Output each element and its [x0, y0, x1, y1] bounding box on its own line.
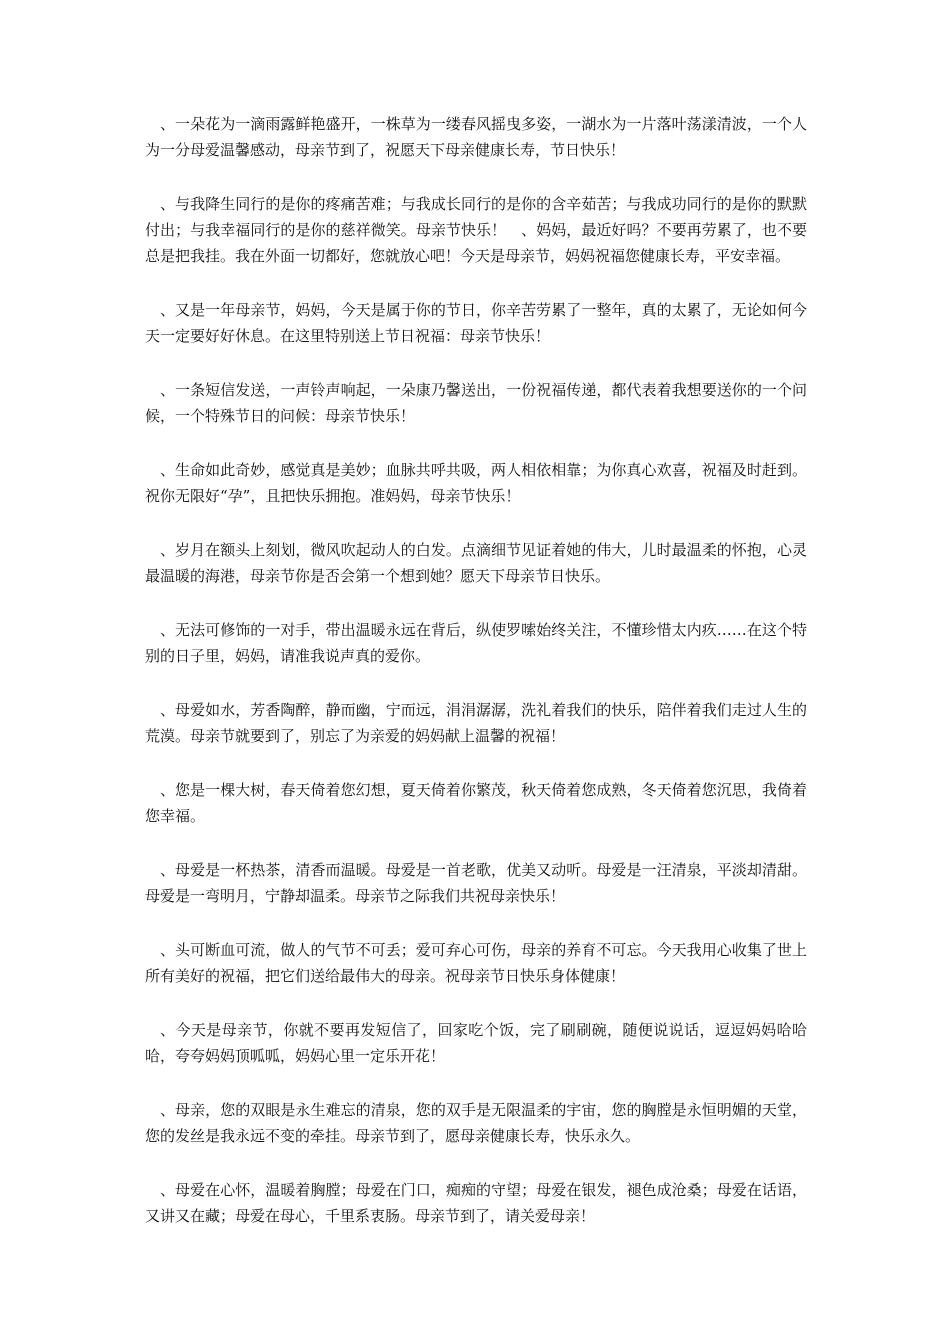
- paragraph: 、生命如此奇妙，感觉真是美妙；血脉共呼共吸，两人相依相靠；为你真心欢喜，祝福及时赶到。祝你无限好“孕”，且把快乐拥抱。准妈妈，母亲节快乐！: [145, 461, 807, 505]
- paragraph: 、母亲，您的双眼是永生难忘的清泉，您的双手是无限温柔的宇宙，您的胸膛是永恒明媚的天堂，您的发丝是我永远不变的牵挂。母亲节到了，愿母亲健康长寿，快乐永久。: [145, 1101, 807, 1145]
- paragraph: 、一条短信发送，一声铃声响起，一朵康乃馨送出，一份祝福传递，都代表着我想要送你的一个问候，一个特殊节日的问候：母亲节快乐！: [145, 381, 807, 425]
- paragraph: 、又是一年母亲节，妈妈，今天是属于你的节日，你辛苦劳累了一整年，真的太累了，无论如何今天一定要好好休息。在这里特别送上节日祝福：母亲节快乐！: [145, 301, 807, 345]
- paragraph: 、今天是母亲节，你就不要再发短信了，回家吃个饭，完了刷刷碗，随便说说话，逗逗妈妈哈哈哈，夸夸妈妈顶呱呱，妈妈心里一定乐开花！: [145, 1021, 807, 1065]
- paragraph: 、母爱在心怀，温暖着胸膛；母爱在门口，痴痴的守望；母爱在银发，褪色成沧桑；母爱在话语，又讲又在藏；母爱在母心，千里系衷肠。母亲节到了，请关爱母亲！: [145, 1181, 807, 1225]
- paragraph: 、头可断血可流，做人的气节不可丢；爱可弃心可伤，母亲的养育不可忘。今天我用心收集了世上所有美好的祝福，把它们送给最伟大的母亲。祝母亲节日快乐身体健康！: [145, 941, 807, 985]
- paragraph: 、岁月在额头上刻划，微风吹起动人的白发。点滴细节见证着她的伟大，儿时最温柔的怀抱，心灵最温暖的海港，母亲节你是否会第一个想到她？愿天下母亲节日快乐。: [145, 541, 807, 585]
- document-body: [145, 111, 807, 1257]
- paragraph: 、无法可修饰的一对手，带出温暖永远在背后，纵使罗嗦始终关注，不懂珍惜太内疚……在这个特别的日子里，妈妈，请准我说声真的爱你。: [145, 621, 807, 665]
- paragraph: 、您是一棵大树，春天倚着您幻想，夏天倚着你繁茂，秋天倚着您成熟，冬天倚着您沉思，我倚着您幸福。: [145, 781, 807, 825]
- paragraph: 、一朵花为一滴雨露鲜艳盛开，一株草为一缕春风摇曳多姿，一湖水为一片落叶荡漾清波，一个人为一分母爱温馨感动，母亲节到了，祝愿天下母亲健康长寿，节日快乐！: [145, 115, 807, 159]
- paragraph: 、母爱是一杯热茶，清香而温暖。母爱是一首老歌，优美又动听。母爱是一汪清泉，平淡却清甜。母爱是一弯明月，宁静却温柔。母亲节之际我们共祝母亲快乐！: [145, 861, 807, 905]
- paragraph: 、与我降生同行的是你的疼痛苦难；与我成长同行的是你的含辛茹苦；与我成功同行的是你的默默付出；与我幸福同行的是你的慈祥微笑。母亲节快乐！ 、妈妈，最近好吗？不要再劳累了，也不要总是把我挂。我在外面一切都好，您就放心吧！今天是母亲节，妈妈祝福您健康长寿，平安幸福。: [145, 195, 807, 265]
- paragraph: 、母爱如水，芳香陶醉，静而幽，宁而远，涓涓潺潺，洗礼着我们的快乐，陪伴着我们走过人生的荒漠。母亲节就要到了，别忘了为亲爱的妈妈献上温馨的祝福！: [145, 701, 807, 745]
